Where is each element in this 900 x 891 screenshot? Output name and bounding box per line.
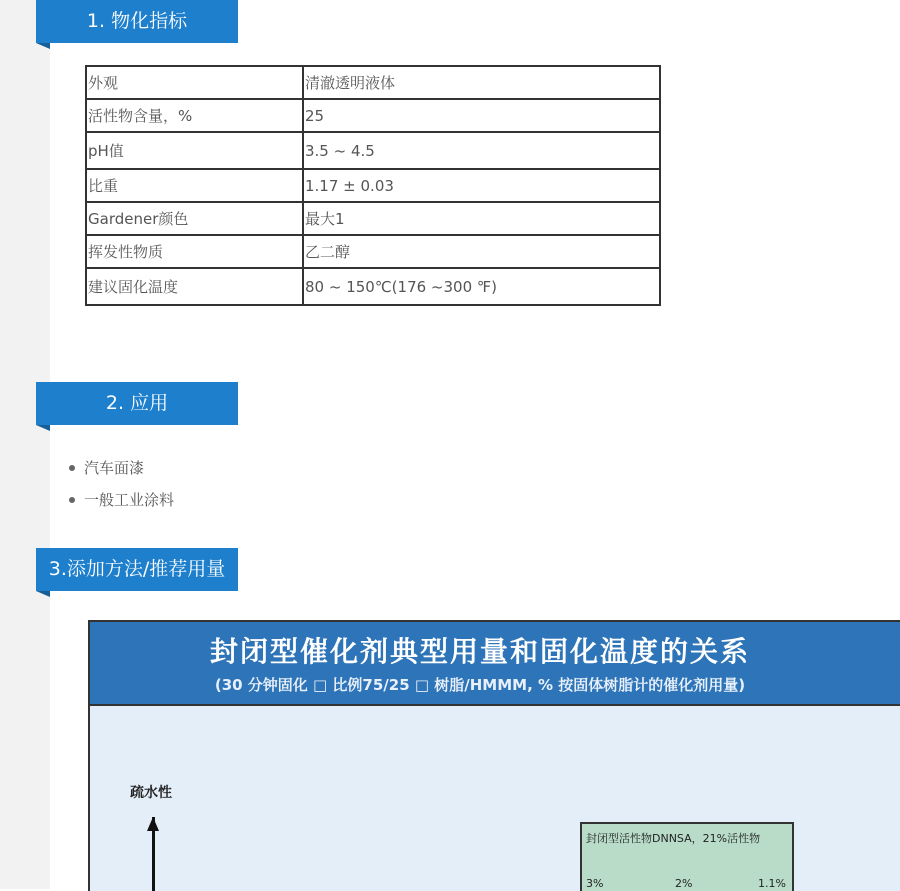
section-header-applications: 2. 应用: [36, 382, 238, 425]
figure-title: 封闭型催化剂典型用量和固化温度的关系: [209, 635, 750, 668]
legend-value: 1.1%: [758, 877, 786, 890]
property-value: 25: [303, 99, 660, 132]
legend-value: 3%: [586, 877, 604, 890]
property-value: 清澈透明液体: [303, 66, 660, 99]
table-row: [86, 132, 660, 169]
table-row: [86, 268, 660, 305]
list-item: 汽车面漆: [64, 452, 174, 484]
table-row: [86, 169, 660, 202]
figure-subtitle: (30 分钟固化 □ 比例75/25 □ 树脂/HMMM, % 按固体树脂计的催化剂用量): [214, 676, 746, 694]
table-row: [86, 235, 660, 268]
applications-list: [64, 452, 174, 516]
left-margin-strip: [0, 0, 50, 889]
table-row: [86, 66, 660, 99]
property-name: 比重: [86, 169, 303, 202]
legend-value: 2%: [675, 877, 693, 890]
table-row: [86, 99, 660, 132]
property-name: 外观: [86, 66, 303, 99]
property-value: 80 ~ 150℃(176 ~300 ℉): [303, 268, 660, 305]
section-header-properties: 1. 物化指标: [36, 0, 238, 43]
property-value: 乙二醇: [303, 235, 660, 268]
property-value: 3.5 ~ 4.5: [303, 132, 660, 169]
dosage-figure: [88, 620, 900, 891]
table-row: [86, 202, 660, 235]
property-name: 挥发性物质: [86, 235, 303, 268]
legend-title: 封闭型活性物DNNSA，21%活性物: [586, 832, 761, 845]
property-value: 最大1: [303, 202, 660, 235]
figure-banner: [90, 622, 900, 706]
property-name: pH值: [86, 132, 303, 169]
figure-legend-box: [580, 822, 794, 891]
list-item: 一般工业涂料: [64, 484, 174, 516]
property-value: 1.17 ± 0.03: [303, 169, 660, 202]
properties-table: [85, 65, 661, 306]
figure-axis-label: 疏水性: [130, 785, 172, 801]
property-name: Gardener颜色: [86, 202, 303, 235]
property-name: 建议固化温度: [86, 268, 303, 305]
section-header-dosage: 3.添加方法/推荐用量: [36, 548, 238, 591]
axis-line: [152, 817, 155, 891]
property-name: 活性物含量，%: [86, 99, 303, 132]
